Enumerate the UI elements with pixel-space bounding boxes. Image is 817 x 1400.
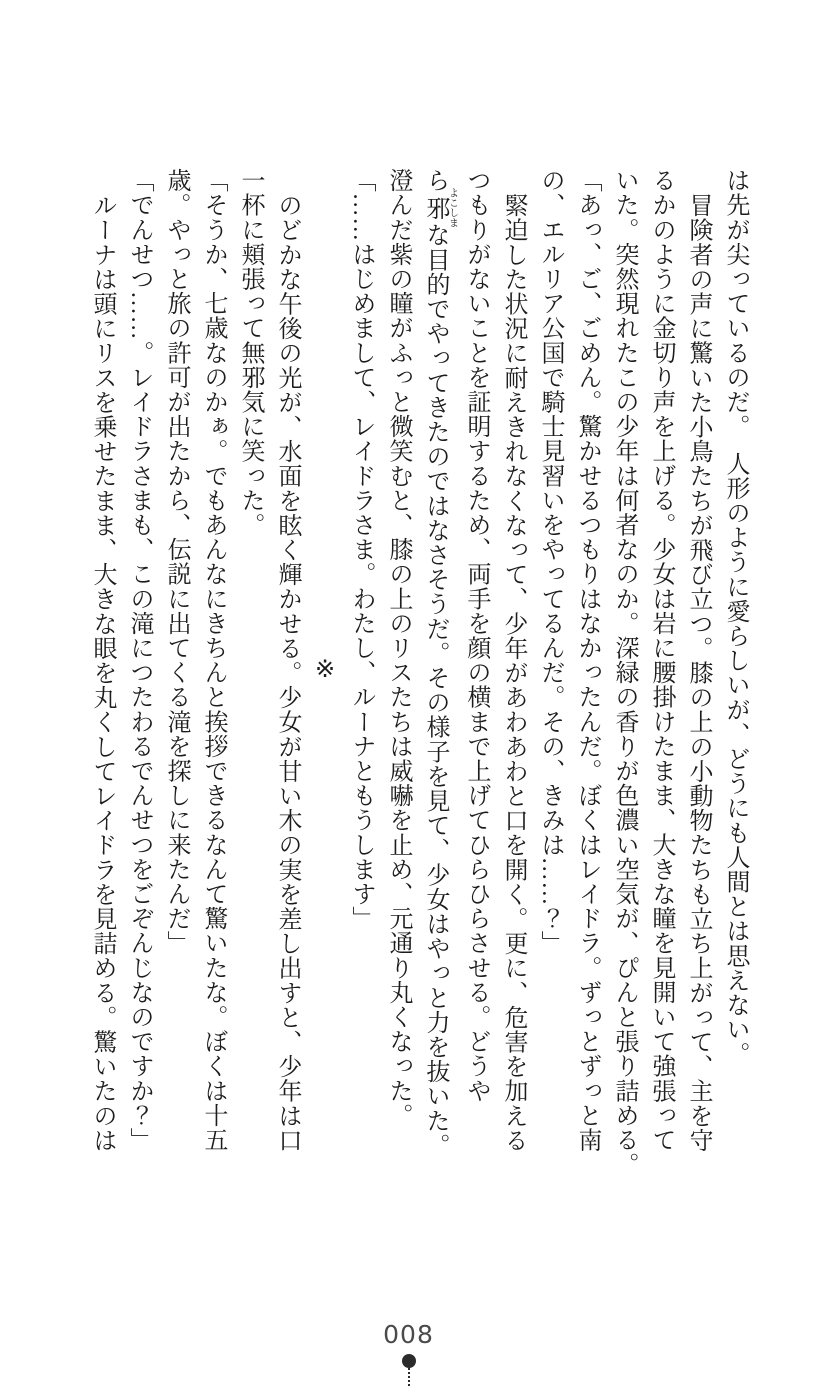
text-column-4: いた。突然現れたこの少年は何者なのか。深緑の香りが色濃い空気が、ぴんと張り詰める。: [611, 168, 637, 1177]
text-column-9: ら邪よこしまな目的でやってきたのではなさそうだ。その様子を見て、少女はやっと力を抜いた。: [422, 168, 458, 1158]
text-column-11: 「……はじめまして、レイドラさま。わたし、ルーナともうします」: [348, 168, 374, 931]
text-column-2: 冒険者の声に驚いた小鳥たちが飛び立つ。膝の上の小動物たちも立ち上がって、主を守: [685, 193, 711, 1153]
footer-dot-ornament: [402, 1354, 416, 1368]
text-column-1: は先が尖っているのだ。 人形のように愛らしいが、どうにも人間とは思えない。: [722, 168, 748, 1067]
text-column-10: 澄んだ紫の瞳がふっと微笑むと、膝の上のリスたちは威嚇を止め、元通り丸くなった。: [385, 168, 411, 1128]
page-footer: [0, 1320, 817, 1400]
page-number: 008: [383, 1320, 434, 1349]
text-column-8: つもりがないことを証明するため、両手を顔の横まで上げてひらひらさせる。どうや: [463, 168, 489, 1103]
page-text: [83, 168, 753, 1177]
text-column-17: 「でんせつ……。レイドラさまも、この滝につたわるでんせつをごぞんじなのですか？」: [126, 168, 152, 1152]
text-column-18: ルーナは頭にリスを乗せたまま、大きな眼を丸くしてレイドラを見詰める。驚いたのは: [89, 193, 115, 1153]
text-column-6: の、エルリア公国で騎士見習いをやってるんだ。その、きみは……？」: [537, 168, 563, 956]
text-column-15: 「そうか、七歳なのかぁ。でもあんなにきちんと挨拶できるなんて驚いたな。ぼくは十五: [200, 168, 226, 1152]
text-column-5: 「あっ、ご、ごめん。驚かせるつもりはなかったんだ。ぼくはレイドラ。ずっとずっと南: [574, 168, 600, 1152]
text-column-7: 緊迫した状況に耐えきれなくなって、少年があわあわと口を開く。更に、危害を加える: [500, 193, 526, 1153]
text-column-16: 歳。やっと旅の許可が出たから、伝説に出てくる滝を探しに来たんだ」: [163, 168, 189, 956]
footer-dotted-line: [408, 1368, 410, 1386]
text-column-14: 一杯に頬張って無邪気に笑った。: [237, 168, 263, 537]
text-column-3: るかのように金切り声を上げる。少女は岩に腰掛けたまま、大きな瞳を見開いて強張って: [648, 168, 674, 1152]
section-divider: ※: [311, 654, 337, 684]
text-column-13: のどかな午後の光が、水面を眩く輝かせる。少女が甘い木の実を差し出すと、少年は口: [274, 193, 300, 1153]
